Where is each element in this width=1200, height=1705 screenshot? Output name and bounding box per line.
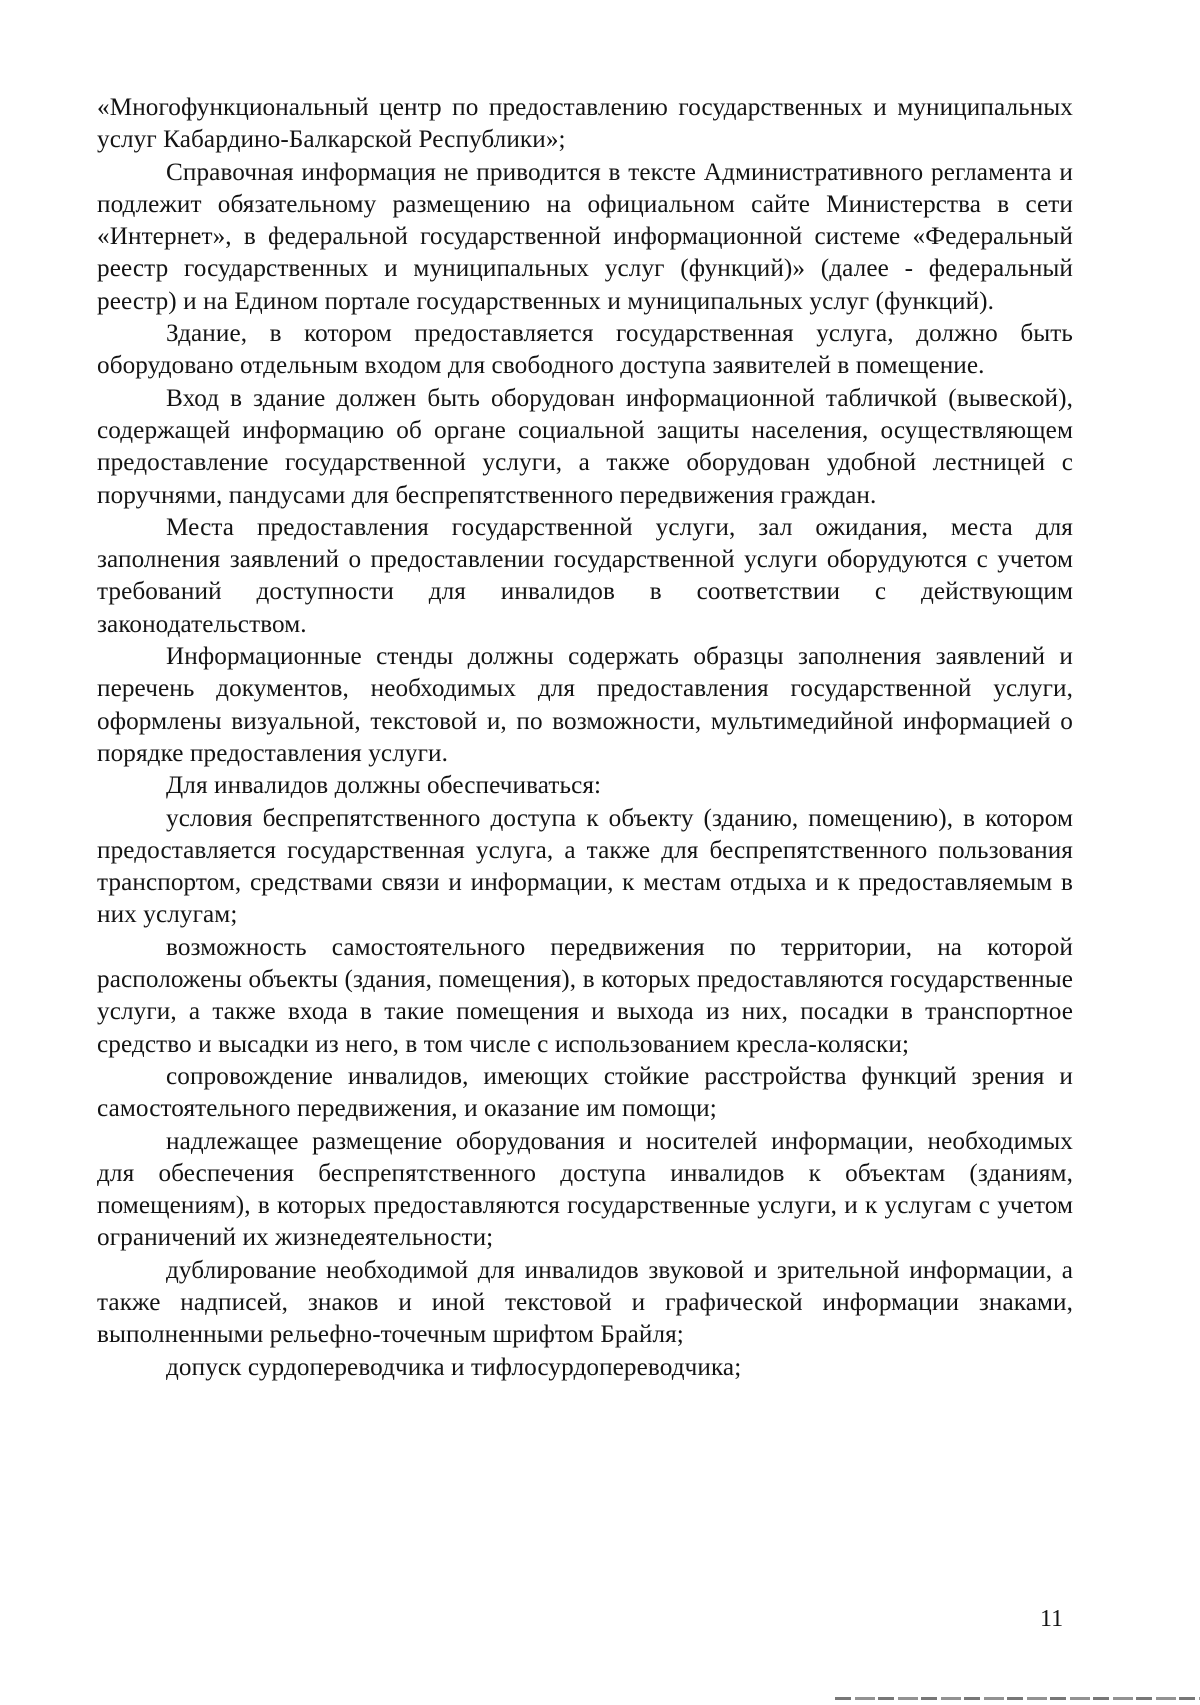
paragraph-building-entrance: Здание, в котором предоставляется государственная услуга, должно быть оборудовано отдельным входом для свободного доступа заявителей в помещение. [97,320,1073,380]
list-item-access-conditions: условия беспрепятственного доступа к объекту (зданию, помещению), в котором предоставляется государственная услуга, а также для беспрепятственного пользования транспортом, средствами связи и информации, к местам отдыха и к предоставляемым в них услугам; [97,804,1073,929]
paragraph-mfc-continuation: «Многофункциональный центр по предоставлению государственных и муниципальных услуг Кабардино-Балкарской Республики»; [97,94,1073,154]
paragraph-info-stands: Информационные стенды должны содержать образцы заполнения заявлений и перечень документов, необходимых для предоставления государственной услуги, оформлены визуальной, текстовой и, по возможности, мультимедийной информацией о порядке предоставления услуги. [97,643,1073,767]
paragraph-service-places: Места предоставления государственной услуги, зал ожидания, места для заполнения заявлений о предоставлении государственной услуги оборудуются с учетом требований доступности для инвалидов в соответствии с действующим законодательством. [97,513,1073,638]
list-item-interpreter-admission: допуск сурдопереводчика и тифлосурдопереводчика; [166,1353,742,1381]
list-item-escort: сопровождение инвалидов, имеющих стойкие расстройства функций зрения и самостоятельного передвижения, и оказание им помощи; [97,1062,1073,1123]
paragraph-entrance-sign: Вход в здание должен быть оборудован информационной табличкой (вывеской), содержащей информацию об органе социальной защиты населения, осуществляющем предоставление государственной услуги, а также оборудован удобной лестницей с поручнями, пандусами для беспрепятственного передвижения граждан. [97,384,1073,509]
list-item-independent-movement: возможность самостоятельного передвижения по территории, на которой расположены объекты (здания, помещения), в которых предоставляются государственные услуги, а также входа в такие помещения и выхода из них, посадки в транспортное средство и высадки из него, в том числе с использованием кресла-коляски; [97,933,1073,1058]
paragraph-reference-info: Справочная информация не приводится в тексте Административного регламента и подлежит обязательному размещению на официальном сайте Министерства в сети «Интернет», в федеральной государственной информационной системе «Федеральный реестр государственных и муниципальных услуг (функций)» (далее - федеральный реестр) и на Едином портале государственных и муниципальных услуг (функций). [97,158,1073,315]
list-item-information-duplication: дублирование необходимой для инвалидов звуковой и зрительной информации, а также надписей, знаков и иной текстовой и графической информации знаками, выполненными рельефно-точечным шрифтом Брайля; [97,1256,1073,1349]
page-number: 11 [1040,1606,1064,1632]
paragraph-disabled-intro: Для инвалидов должны обеспечиваться: [166,772,602,800]
list-item-equipment-placement: надлежащее размещение оборудования и носителей информации, необходимых для обеспечения беспрепятственного доступа инвалидов к объектам (зданиям, помещениям), в которых предоставляются государственные услуги, и к услугам с учетом ограничений их жизнедеятельности; [97,1127,1073,1252]
scan-edge-divider [835,1697,1200,1700]
document-body [97,92,1073,1384]
